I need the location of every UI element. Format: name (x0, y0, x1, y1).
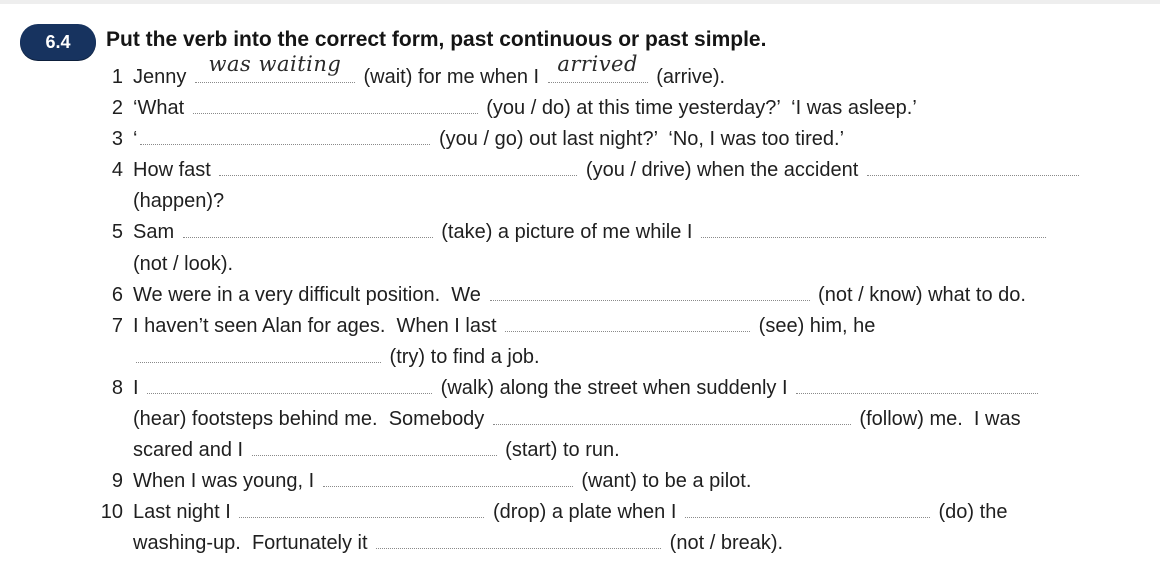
exercise-line (80, 51, 1155, 93)
text-segment: Jenny (133, 66, 192, 88)
top-divider (0, 0, 1160, 4)
answer-blank[interactable] (193, 95, 478, 114)
text-segment: (see) him, he (753, 314, 876, 337)
answer-blank[interactable] (183, 219, 433, 238)
text-segment: ‘ (133, 128, 138, 151)
question-number: 3 (111, 128, 123, 151)
question-text (133, 93, 917, 124)
text-segment: (want) to be a pilot. (575, 470, 752, 493)
question-text (133, 435, 620, 466)
question-text (133, 249, 233, 280)
text-segment: When I was young, I (133, 470, 320, 493)
question-text (133, 528, 783, 559)
exercise-line (80, 93, 1155, 124)
text-segment: (drop) a plate when I (487, 501, 682, 524)
text-segment: (happen)? (133, 190, 225, 213)
exercise-line (80, 217, 1155, 248)
exercise-line (80, 280, 1155, 311)
answer-blank[interactable] (323, 468, 573, 487)
answer-blank[interactable] (493, 406, 851, 425)
text-segment: (do) the (932, 501, 1008, 524)
question-number: 6 (111, 283, 123, 306)
text-segment: (not / look). (133, 252, 234, 275)
exercise-line (80, 528, 1155, 559)
filled-answer-blank[interactable] (195, 51, 355, 83)
text-segment: (you / go) out last night?’ ‘No, I was too tired.’ (433, 128, 845, 151)
answer-blank[interactable] (490, 282, 810, 301)
text-segment: (you / drive) when the accident (580, 159, 864, 182)
answer-blank[interactable] (867, 157, 1079, 176)
text-segment: (not / break). (664, 532, 784, 555)
question-text (133, 51, 726, 93)
text-segment: (walk) along the street when suddenly I (435, 376, 794, 399)
answer-blank[interactable] (376, 530, 661, 549)
handwritten-answer: was waiting (208, 51, 342, 76)
exercise-instruction: Put the verb into the correct form, past continuous or past simple. (106, 28, 767, 51)
question-number: 8 (111, 376, 123, 399)
exercise-line (80, 342, 1155, 373)
text-segment: (start) to run. (499, 439, 620, 462)
answer-blank[interactable] (147, 375, 432, 394)
question-text (133, 124, 844, 155)
text-segment: (follow) me. I was (853, 408, 1021, 431)
text-segment: (arrive). (650, 66, 726, 88)
text-segment: (you / do) at this time yesterday?’ ‘I was asleep.’ (480, 97, 917, 120)
text-segment: I (133, 376, 145, 399)
question-number: 7 (111, 314, 123, 337)
handwritten-answer: arrived (557, 51, 638, 76)
text-segment: (try) to find a job. (384, 345, 540, 368)
exercise-line (80, 186, 1155, 217)
question-text (133, 497, 1007, 528)
text-segment: Last night I (133, 501, 237, 524)
text-segment: (hear) footsteps behind me. Somebody (133, 408, 490, 431)
exercise-line (80, 124, 1155, 155)
answer-blank[interactable] (136, 344, 381, 363)
text-segment: ‘What (133, 97, 190, 120)
text-segment: (take) a picture of me while I (435, 221, 699, 244)
question-number: 1 (111, 66, 123, 88)
question-text (133, 373, 1041, 404)
question-text (133, 186, 224, 217)
text-segment: Sam (133, 221, 180, 244)
question-text (133, 311, 875, 342)
question-text (133, 404, 1021, 435)
answer-blank[interactable] (685, 499, 930, 518)
question-text (133, 280, 1026, 311)
exercise-line (80, 404, 1155, 435)
text-segment: (wait) for me when I (357, 66, 545, 88)
answer-blank[interactable] (701, 219, 1046, 238)
question-text (133, 342, 540, 373)
question-text (133, 217, 1049, 248)
answer-blank[interactable] (219, 157, 577, 176)
text-segment: We were in a very difficult position. We (133, 283, 487, 306)
text-segment: scared and I (133, 439, 249, 462)
exercise-line (80, 435, 1155, 466)
exercise-number-badge: 6.4 (20, 24, 96, 60)
exercise-line (80, 373, 1155, 404)
exercise-line (80, 466, 1155, 497)
text-segment: washing-up. Fortunately it (133, 532, 374, 555)
answer-blank[interactable] (505, 313, 750, 332)
exercise-line (80, 497, 1155, 528)
text-segment: I haven’t seen Alan for ages. When I last (133, 314, 503, 337)
exercise-line (80, 311, 1155, 342)
question-number: 9 (111, 470, 123, 493)
answer-blank[interactable] (239, 499, 484, 518)
exercise-line (80, 249, 1155, 280)
question-number: 5 (111, 221, 123, 244)
text-segment: (not / know) what to do. (812, 283, 1026, 306)
exercise-line (80, 155, 1155, 186)
exercise-list (80, 51, 1155, 560)
question-number: 10 (100, 501, 123, 524)
text-segment: How fast (133, 159, 217, 182)
answer-blank[interactable] (140, 126, 430, 145)
filled-answer-blank[interactable] (548, 51, 648, 83)
question-text (133, 155, 1082, 186)
answer-blank[interactable] (252, 437, 497, 456)
answer-blank[interactable] (796, 375, 1038, 394)
question-text (133, 466, 751, 497)
question-number: 2 (111, 97, 123, 120)
question-number: 4 (111, 159, 123, 182)
